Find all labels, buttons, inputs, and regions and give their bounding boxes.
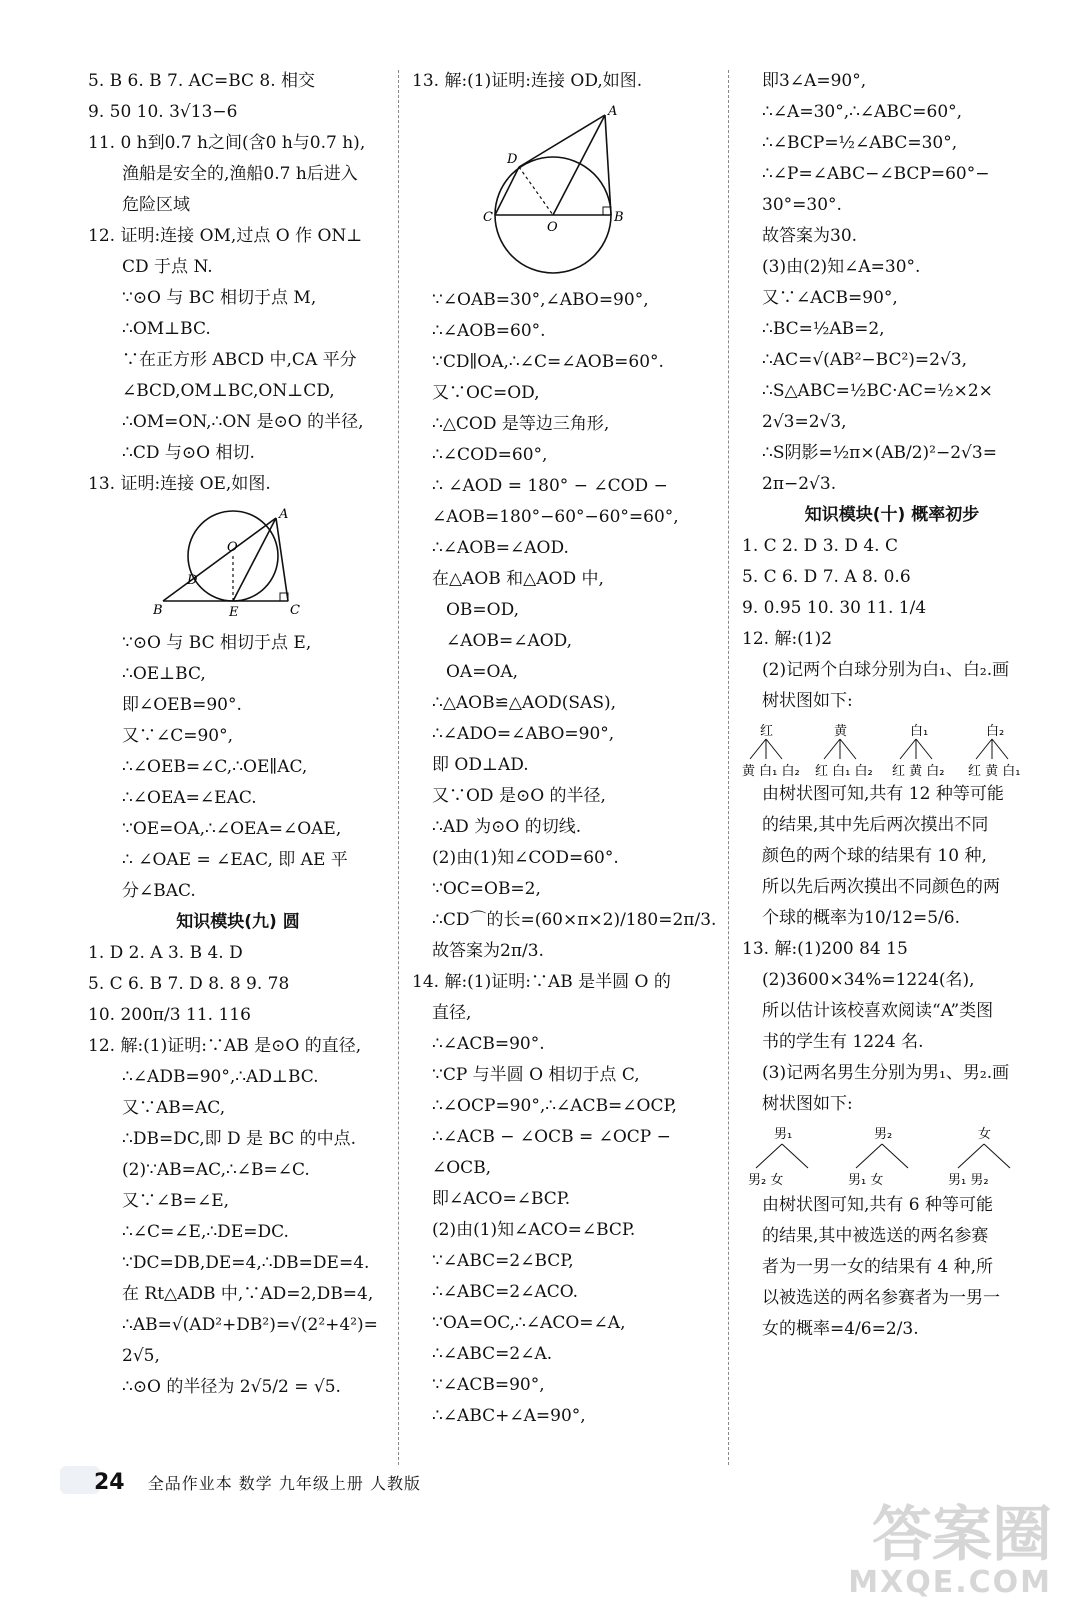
- answer-line: 5. C 6. D 7. A 8. 0.6: [742, 567, 911, 587]
- answer-line: (2)由(1)知∠ACO=∠BCP.: [432, 1220, 636, 1240]
- answer-line: CD 于点 N.: [122, 257, 213, 277]
- answer-line: 2π−2√3.: [762, 474, 837, 494]
- answer-line: 即∠OEB=90°.: [122, 695, 242, 715]
- answer-line: 女的概率=4/6=2/3.: [762, 1319, 919, 1339]
- answer-line: 即 OD⊥AD.: [432, 755, 529, 775]
- tree-diagram-balls: [742, 721, 1042, 779]
- answer-line: ∴∠ADO=∠ABO=90°,: [432, 724, 615, 744]
- tree-leaf: 男₂ 女: [748, 1173, 784, 1188]
- answer-line: 30°=30°.: [762, 195, 842, 215]
- page-footer: [60, 1470, 421, 1495]
- answer-line: ∵∠ABC=2∠BCP,: [432, 1251, 574, 1271]
- answer-line: ∴∠OEB=∠C,∴OE∥AC,: [122, 757, 308, 777]
- answer-line: 直径,: [432, 1003, 472, 1023]
- answer-line: ∴∠ABC=2∠A.: [432, 1344, 553, 1364]
- column-2: [412, 70, 724, 1436]
- tree-root: 女: [978, 1127, 992, 1142]
- tree-root: 白₂: [986, 724, 1005, 739]
- circle-tangent-figure: [153, 506, 323, 626]
- tree-leaf: 红 黄 白₂: [892, 764, 945, 779]
- answer-line: ∴ ∠OAE = ∠EAC, 即 AE 平: [122, 850, 348, 870]
- tree-leaf: 男₁ 女: [848, 1173, 884, 1188]
- tree-leaf: 红 黄 白₁: [968, 764, 1021, 779]
- answer-line: 1. D 2. A 3. B 4. D: [88, 943, 243, 963]
- answer-line: 书的学生有 1224 名.: [762, 1032, 924, 1052]
- answer-line: 又∵∠ACB=90°,: [762, 288, 898, 308]
- fig-label: B: [614, 210, 624, 225]
- answer-line: 在△AOB 和△AOD 中,: [432, 569, 604, 589]
- answer-line: ∴∠ABC+∠A=90°,: [432, 1406, 586, 1426]
- footer-text: 全品作业本 数学 九年级上册 人教版: [147, 1474, 421, 1493]
- answer-line: 5. B 6. B 7. AC=BC 8. 相交: [88, 71, 316, 91]
- answer-line: 13. 解:(1)200 84 15: [742, 939, 908, 959]
- watermark-logo: 答案圈: [872, 1500, 1052, 1570]
- answer-line: ∵∠OAB=30°,∠ABO=90°,: [432, 290, 649, 310]
- answer-line: ∴S阴影=½π×(AB/2)²−2√3=: [762, 443, 997, 463]
- answer-line: 1. C 2. D 3. D 4. C: [742, 536, 898, 556]
- answer-line: ∵OE=OA,∴∠OEA=∠OAE,: [122, 819, 342, 839]
- answer-line: ∵⊙O 与 BC 相切于点 M,: [122, 288, 317, 308]
- answer-line: 又∵OD 是⊙O 的半径,: [432, 786, 606, 806]
- answer-line: ∴⊙O 的半径为 2√5/2 = √5.: [122, 1377, 341, 1397]
- fig-label: D: [187, 573, 198, 588]
- system-line: ∠AOB=∠AOD,: [446, 631, 573, 651]
- answer-line: ∠OCB,: [432, 1158, 492, 1178]
- answer-line: 树状图如下:: [762, 691, 853, 711]
- tree-leaf: 男₁ 男₂: [948, 1173, 989, 1188]
- answer-line: ∴∠BCP=½∠ABC=30°,: [762, 133, 958, 153]
- answer-line: (2)3600×34%=1224(名),: [762, 970, 975, 990]
- fig-label: O: [547, 220, 558, 235]
- fig-label: E: [229, 605, 239, 620]
- answer-line: ∴∠C=∠E,∴DE=DC.: [122, 1222, 289, 1242]
- answer-line: (3)由(2)知∠A=30°.: [762, 257, 921, 277]
- section-heading: 知识模块(十) 概率初步: [804, 505, 980, 525]
- answer-line: ∵CP 与半圆 O 相切于点 C,: [432, 1065, 640, 1085]
- answer-line: 的结果,其中被选送的两名参赛: [762, 1226, 989, 1246]
- page-number: 24: [94, 1470, 125, 1495]
- answer-line: ∴OE⊥BC,: [122, 664, 206, 684]
- answer-line: ∴∠A=30°,∴∠ABC=60°,: [762, 102, 963, 122]
- system-line: OB=OD,: [446, 600, 520, 620]
- answer-line: 9. 0.95 10. 30 11. 1/4: [742, 598, 927, 618]
- column-divider: [728, 70, 729, 1465]
- answer-line: 5. C 6. B 7. D 8. 8 9. 78: [88, 974, 290, 994]
- answer-line: ∴BC=½AB=2,: [762, 319, 885, 339]
- answer-line: 以被选送的两名参赛者为一男一: [762, 1288, 1000, 1308]
- tree-root: 男₁: [774, 1127, 793, 1142]
- answer-line: ∴CD 与⊙O 相切.: [122, 443, 255, 463]
- answer-line: ∴∠ACB=90°.: [432, 1034, 545, 1054]
- answer-line: 又∵∠C=90°,: [122, 726, 234, 746]
- answer-line: 个球的概率为10/12=5/6.: [762, 908, 960, 928]
- fig-label: O: [227, 540, 238, 555]
- answer-line: 颜色的两个球的结果有 10 种,: [762, 846, 987, 866]
- answer-line: 又∵∠B=∠E,: [122, 1191, 230, 1211]
- fig-label: C: [483, 210, 493, 225]
- tree-root: 男₂: [874, 1127, 893, 1142]
- answer-line: 所以先后两次摸出不同颜色的两: [762, 877, 1000, 897]
- answer-line: ∴∠P=∠ABC−∠BCP=60°−: [762, 164, 990, 184]
- answer-line: ∴ ∠AOD = 180° − ∠COD −: [432, 476, 668, 496]
- answer-line: ∴OM=ON,∴ON 是⊙O 的半径,: [122, 412, 364, 432]
- answer-line: ∵∠ACB=90°,: [432, 1375, 545, 1395]
- answer-line: ∵OC=OB=2,: [432, 879, 541, 899]
- answer-line: 即3∠A=90°,: [762, 71, 867, 91]
- column-3: [742, 70, 1042, 1349]
- answer-line: 13. 证明:连接 OE,如图.: [88, 474, 271, 494]
- answer-line: 12. 解:(1)2: [742, 629, 833, 649]
- fig-label: B: [153, 603, 163, 618]
- semicircle-tangent-figure: [483, 103, 653, 283]
- answer-line: 9. 50 10. 3√13−6: [88, 102, 238, 122]
- answer-line: (2)∵AB=AC,∴∠B=∠C.: [122, 1160, 310, 1180]
- answer-line: 危险区域: [122, 195, 190, 215]
- tree-leaf: 黄 白₁ 白₂: [742, 764, 800, 779]
- answer-line: (2)记两个白球分别为白₁、白₂.画: [762, 660, 1010, 680]
- fig-label: C: [290, 603, 300, 618]
- answer-line: ∴∠AOB=∠AOD.: [432, 538, 569, 558]
- answer-line: ∴△COD 是等边三角形,: [432, 414, 610, 434]
- system-line: OA=OA,: [446, 662, 519, 682]
- answer-line: 由树状图可知,共有 6 种等可能: [762, 1195, 994, 1215]
- answer-line: ∵CD∥OA,∴∠C=∠AOB=60°.: [432, 352, 664, 372]
- answer-line: 2√3=2√3,: [762, 412, 847, 432]
- answer-line: ∵⊙O 与 BC 相切于点 E,: [122, 633, 312, 653]
- answer-line: ∴AC=√(AB²−BC²)=2√3,: [762, 350, 968, 370]
- answer-line: ∴∠ADB=90°,∴AD⊥BC.: [122, 1067, 319, 1087]
- tree-diagram-students: [742, 1124, 1042, 1190]
- answer-line: 者为一男一女的结果有 4 种,所: [762, 1257, 994, 1277]
- answer-line: ∴DB=DC,即 D 是 BC 的中点.: [122, 1129, 357, 1149]
- answer-line: 14. 解:(1)证明:∵AB 是半圆 O 的: [412, 972, 671, 992]
- tree-leaf: 红 白₁ 白₂: [815, 764, 873, 779]
- answer-line: ∴∠COD=60°,: [432, 445, 548, 465]
- answer-line: 11. 0 h到0.7 h之间(含0 h与0.7 h),: [88, 133, 366, 153]
- answer-line: 12. 解:(1)证明:∵AB 是⊙O 的直径,: [88, 1036, 362, 1056]
- answer-line: 故答案为30.: [762, 226, 858, 246]
- answer-line: 即∠ACO=∠BCP.: [432, 1189, 571, 1209]
- tree-root: 黄: [834, 724, 848, 739]
- answer-line: ∴S△ABC=½BC·AC=½×2×: [762, 381, 993, 401]
- answer-line: 树状图如下:: [762, 1094, 853, 1114]
- answer-line: ∴∠AOB=60°.: [432, 321, 546, 341]
- answer-line: 13. 解:(1)证明:连接 OD,如图.: [412, 71, 643, 91]
- tree-root: 白₁: [910, 724, 929, 739]
- answer-line: ∴OM⊥BC.: [122, 319, 211, 339]
- tree-root: 红: [760, 724, 774, 739]
- answer-line: 2√5,: [122, 1346, 160, 1366]
- answer-line: 的结果,其中先后两次摸出不同: [762, 815, 989, 835]
- answer-line: ∠BCD,OM⊥BC,ON⊥CD,: [122, 381, 335, 401]
- answer-line: (3)记两名男生分别为男₁、男₂.画: [762, 1063, 1010, 1083]
- answer-line: ∴∠ABC=2∠ACO.: [432, 1282, 579, 1302]
- column-divider: [398, 70, 399, 1465]
- answer-line: 所以估计该校喜欢阅读“A”类图: [762, 1001, 994, 1021]
- answer-line: ∠AOB=180°−60°−60°=60°,: [432, 507, 679, 527]
- answer-line: ∴AD 为⊙O 的切线.: [432, 817, 582, 837]
- answer-line: 由树状图可知,共有 12 种等可能: [762, 784, 1004, 804]
- fig-label: D: [507, 152, 518, 167]
- answer-line: ∴AB=√(AD²+DB²)=√(2²+4²)=: [122, 1315, 378, 1335]
- fig-label: A: [279, 507, 289, 522]
- answer-line: (2)由(1)知∠COD=60°.: [432, 848, 619, 868]
- answer-line: 故答案为2π/3.: [432, 941, 544, 961]
- answer-line: ∴△AOB≌△AOD(SAS),: [432, 693, 616, 713]
- watermark-url: MXQE.COM: [848, 1565, 1052, 1600]
- answer-line: 10. 200π/3 11. 116: [88, 1005, 251, 1025]
- watermark: [848, 1500, 1052, 1600]
- answer-line: 又∵AB=AC,: [122, 1098, 226, 1118]
- answer-line: 分∠BAC.: [122, 881, 196, 901]
- answer-line: 在 Rt△ADB 中,∵AD=2,DB=4,: [122, 1284, 374, 1304]
- column-1: [88, 70, 388, 1407]
- answer-line: ∵OA=OC,∴∠ACO=∠A,: [432, 1313, 626, 1333]
- answer-line: 又∵OC=OD,: [432, 383, 540, 403]
- section-heading: 知识模块(九) 圆: [176, 912, 300, 932]
- answer-line: ∴CD⌒的长=(60×π×2)/180=2π/3.: [432, 910, 717, 930]
- answer-line: 渔船是安全的,渔船0.7 h后进入: [122, 164, 358, 184]
- fig-label: A: [608, 104, 618, 119]
- answer-line: ∵DC=DB,DE=4,∴DB=DE=4.: [122, 1253, 370, 1273]
- answer-line: ∴∠ACB − ∠OCB = ∠OCP −: [432, 1127, 671, 1147]
- answer-line: ∴∠OEA=∠EAC.: [122, 788, 257, 808]
- answer-line: 12. 证明:连接 OM,过点 O 作 ON⊥: [88, 226, 363, 246]
- answer-line: ∵在正方形 ABCD 中,CA 平分: [122, 350, 357, 370]
- answer-line: ∴∠OCP=90°,∴∠ACB=∠OCP,: [432, 1096, 677, 1116]
